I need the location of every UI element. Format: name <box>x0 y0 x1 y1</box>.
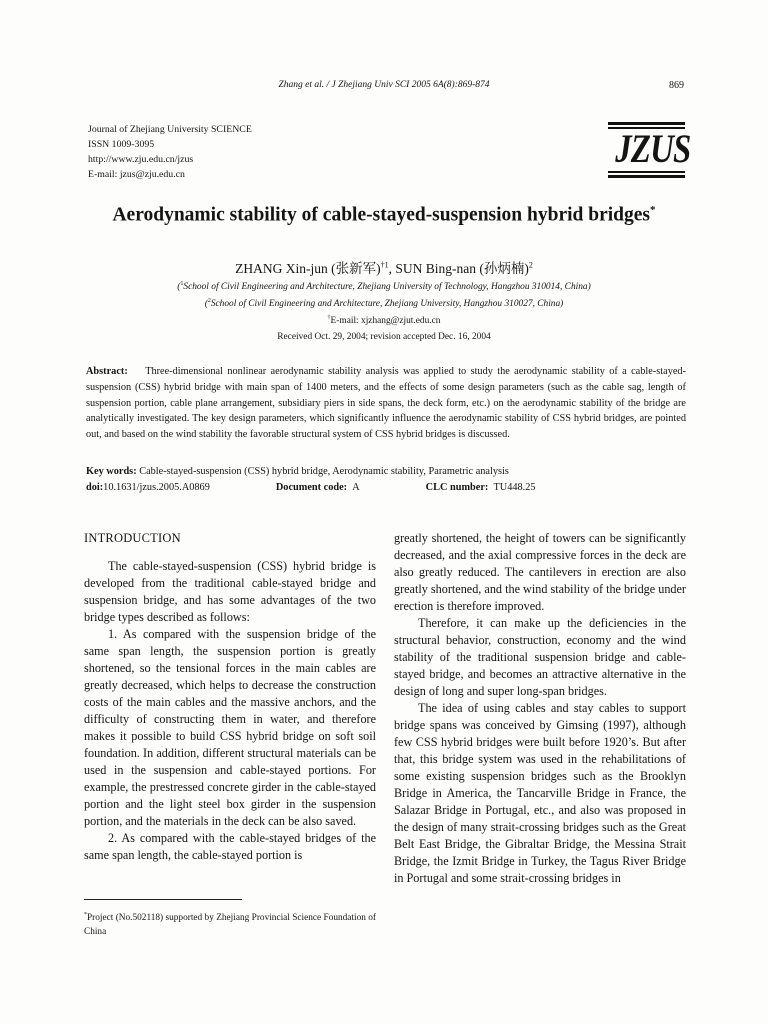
doc-code-label: Document code: <box>275 482 348 493</box>
page-number: 869 <box>669 80 684 91</box>
author-separator: , <box>388 261 396 276</box>
affiliation-1: ($^1$School of Civil Engineering and Architecture, Zhejiang University of Technology, Hangzhou 310014, China) <box>177 281 591 293</box>
affiliation-2: ($^2$School of Civil Engineering and Architecture, Zhejiang University, Hangzhou 310027, China) <box>204 298 564 310</box>
journal-name: Journal of Zhejiang University SCIENCE <box>88 124 252 135</box>
affiliation-1-mark: 1 <box>180 281 184 287</box>
author-2: SUN Bing-nan (孙炳楠) <box>395 261 529 276</box>
right-column <box>394 530 686 887</box>
journal-info <box>88 122 252 182</box>
body-paragraph: greatly shortened, the height of towers can be significantly decreased, and the axial compressive forces in the deck are also greatly reduced. The cantilevers in erection are also greatly shortened, and the wind stability of the bridge under erection is therefore improved. <box>394 531 686 613</box>
doc-code-value: A <box>352 482 360 493</box>
jzus-logo <box>600 118 691 180</box>
author-2-mark: 2 <box>528 260 533 270</box>
paper-title <box>0 204 768 227</box>
author-1-mark: †1 <box>380 260 389 270</box>
affiliation-2-mark: 2 <box>207 298 211 304</box>
corresponding-email <box>0 315 768 326</box>
doi-line <box>86 482 686 493</box>
body-paragraph: Therefore, it can make up the deficiencies in the structural behavior, construction, economy and the wind stability of the traditional suspension bridge and cable-stayed bridge, and becomes an attractive alternative in the design of long and super long-span bridges. <box>394 616 686 698</box>
abstract-text: Three-dimensional nonlinear aerodynamic stability analysis was applied to study the aerodynamic stability of a cable-stayed-suspension (CSS) hybrid bridge with main span of 1400 meters, and the effects of some design parameters (such as the cable sag, length of suspension portion, cable plane arrangement, subsidiary piers in side spans, the deck form, etc.) on the aerodynamic stability of the bridge are analytically investigated. The key design parameters, which significantly influence the aerodynamic stability of CSS hybrid bridges, are pointed out, and based on the wind stability the favorable structural system of CSS hybrid bridges is discussed. <box>86 366 686 441</box>
title-footnote-mark: * <box>650 204 656 216</box>
footnote-text: Project (No.502118) supported by Zhejiang Provincial Science Foundation of China <box>84 913 376 938</box>
doi-label: doi: <box>86 482 104 493</box>
left-column <box>84 530 376 864</box>
received-dates: Received Oct. 29, 2004; revision accepted Dec. 16, 2004 <box>277 332 491 342</box>
journal-issn: ISSN 1009-3095 <box>88 139 155 150</box>
keywords-text: Cable-stayed-suspension (CSS) hybrid bridge, Aerodynamic stability, Parametric analysis <box>139 466 509 477</box>
body-paragraph: The idea of using cables and stay cables to support bridge spans was conceived by Gimsing (1997), although few CSS hybrid bridges were built before 1920’s. But after that, this bridge system was used in the rehabilitations of some existing suspension bridges such as the Brooklyn Bridge in America, the Tancarville Bridge in France, the Salazar Bridge in Portugal, etc., and also was proposed in the design of many strait-crossing bridges such as the Great Belt East Bridge, the Gibraltar Bridge, the Messina Strait Bridge, the Izmit Bridge in Turkey, the Tagus River Bridge in Portugal and some strait-crossing bridges in <box>394 701 686 885</box>
keywords <box>86 466 686 477</box>
abstract-label: Abstract: <box>86 366 128 377</box>
running-head: Zhang et al. / J Zhejiang Univ SCI 2005 6A(8):869-874 <box>278 80 490 90</box>
journal-url: http://www.zju.edu.cn/jzus <box>88 154 194 165</box>
footnote-rule <box>84 899 242 900</box>
clc-value: TU448.25 <box>493 482 536 493</box>
title-text: Aerodynamic stability of cable-stayed-suspension hybrid bridges <box>112 204 651 226</box>
body-paragraph: 1. As compared with the suspension bridge of the same span length, the suspension portion is greatly shortened, so the tensional forces in the main cables are greatly decreased, which helps to decrease the construction costs of the main cables and the massive anchors, and the difficulty of constructing them in water, and therefore makes it possible to build CSS hybrid bridge on soft soil foundation. In addition, different structural materials can be used in the suspension and cable-stayed portions. For example, the prestressed concrete girder in the cable-stayed portion and the light steel box girder in the suspension portion, and the materials in the deck can be also saved. <box>84 627 376 828</box>
doi-value: 10.1631/jzus.2005.A0869 <box>103 482 210 493</box>
affiliation-1-text: School of Civil Engineering and Architecture, Zhejiang University of Technology, Hangzhou 310014, China <box>183 282 588 293</box>
affiliation-2-text: School of Civil Engineering and Architecture, Zhejiang University, Hangzhou 310027, China <box>210 299 561 310</box>
logo-text: JZUS <box>615 126 691 171</box>
author-line <box>0 257 768 277</box>
email-mark: † <box>327 315 331 321</box>
body-paragraph: 2. As compared with the cable-stayed bridges of the same span length, the cable-stayed portion is <box>84 831 376 862</box>
clc-label: CLC number: <box>425 482 489 493</box>
body-paragraph: The cable-stayed-suspension (CSS) hybrid bridge is developed from the traditional cable-stayed bridge and suspension bridge, and has some advantages of the two bridge types described as follows: <box>84 559 376 624</box>
keywords-label: Key words: <box>86 466 137 477</box>
section-heading: INTRODUCTION <box>84 531 181 545</box>
email-text: E-mail: xjzhang@zjut.edu.cn <box>330 316 441 327</box>
footnote <box>84 908 376 939</box>
author-1: ZHANG Xin-jun (张新军) <box>235 261 381 276</box>
abstract <box>86 364 686 443</box>
journal-email: E-mail: jzus@zju.edu.cn <box>88 169 185 180</box>
footnote-mark: * <box>84 912 87 918</box>
